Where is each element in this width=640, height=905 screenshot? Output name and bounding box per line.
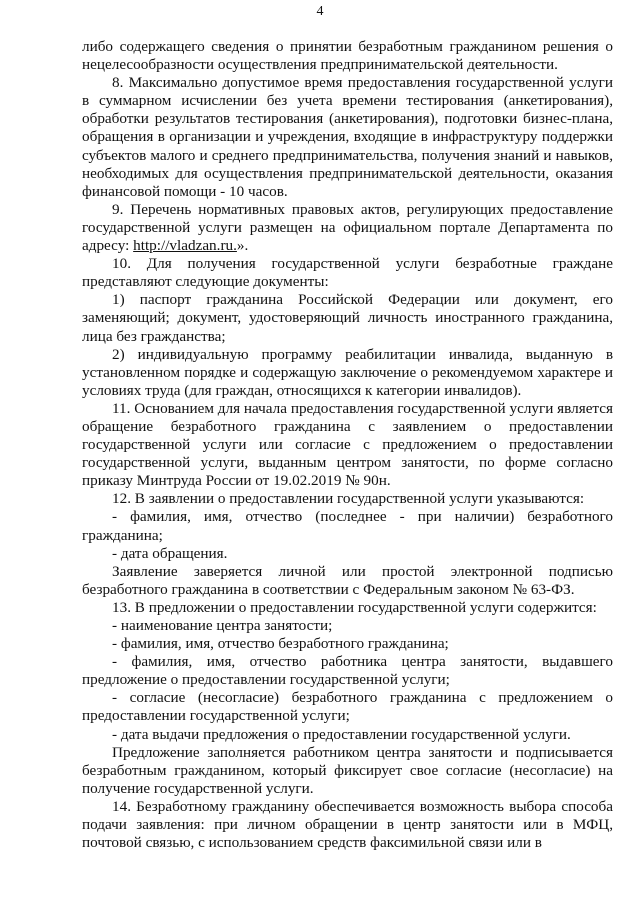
- paragraph-13-item-5: - дата выдачи предложения о предоставлении государственной услуги.: [112, 725, 571, 743]
- paragraph-13-item-2: - фамилия, имя, отчество безработного гражданина;: [112, 635, 449, 653]
- paragraph-13-item-3: - фамилия, имя, отчество работника центра занятости, выдавшего предложение о предоставлении государственной услуги;: [82, 653, 613, 689]
- paragraph-11: 11. Основанием для начала предоставления государственной услуги является обращение безработного гражданина с заявлением о предоставлении государственной услуги или согласие с предложением о предоставлении государственной услуги, выданным центром занятости, по форме согласно приказу Минтруда России от 19.02.2019 № 90н.: [82, 399, 613, 490]
- paragraph-13-item-1: - наименование центра занятости;: [112, 617, 333, 634]
- paragraph-12: 12. В заявлении о предоставлении государственной услуги указываются:: [112, 490, 585, 508]
- paragraph-12-signature: Заявление заверяется личной или простой электронной подписью безработного гражданина в соответствии с Федеральным законом № 63-ФЗ.: [82, 562, 613, 598]
- paragraph-14: 14. Безработному гражданину обеспечивается возможность выбора способа подачи заявления: при личном обращении в центр занятости или в МФЦ, почтовой связью, с использованием средств факсимильной связи или в: [82, 797, 613, 852]
- paragraph-13-item-4: - согласие (несогласие) безработного гражданина с предложением о предоставлении государственной услуги;: [82, 689, 613, 725]
- paragraph-12-item-1: - фамилия, имя, отчество (последнее - при наличии) безработного гражданина;: [82, 508, 613, 544]
- paragraph-13: 13. В предложении о предоставлении государственной услуги содержится:: [112, 598, 597, 616]
- paragraph-13-note: Предложение заполняется работником центра занятости и подписывается безработным гражданином, который фиксирует свое согласие (несогласие) на получение государственной услуги.: [82, 743, 613, 797]
- document-body: [82, 38, 613, 852]
- paragraph-1: либо содержащего сведения о принятии безработным гражданином решения о нецелесообразности осуществления предпринимательской деятельности.: [82, 38, 613, 74]
- paragraph-8: 8. Максимально допустимое время предоставления государственной услуги в суммарном исчислении без учета времени тестирования (анкетирования), обработки результатов тестирования (анкетирования), подготовки бизнес-плана, обращения в организации и учреждения, входящие в инфраструктуру поддержки субъектов малого и среднего предпринимательства, получения знаний и навыков, необходимых для осуществления предпринимательской деятельности, оказания финансовой помощи - 10 часов.: [82, 74, 613, 200]
- paragraph-10-item-1: 1) паспорт гражданина Российской Федерации или документ, его заменяющий; документ, удостоверяющий личность иностранного гражданина, лица без гражданства;: [82, 291, 613, 345]
- page-number: 4: [316, 4, 324, 19]
- paragraph-10-item-2: 2) индивидуальную программу реабилитации инвалида, выданную в установленном порядке и содержащую заключение о рекомендуемом характере и условиях труда (для граждан, относящихся к категории инвалидов).: [82, 345, 613, 399]
- paragraph-9-text: 9. Перечень нормативных правовых актов, регулирующих предоставление государственной услуги размещен на официальном портале Департамента по адресу:: [82, 200, 613, 255]
- paragraph-12-item-2: - дата обращения.: [112, 544, 228, 562]
- portal-link[interactable]: http://vladzan.ru.: [133, 237, 237, 255]
- paragraph-10: 10. Для получения государственной услуги безработные граждане представляют следующие документы:: [82, 255, 613, 291]
- paragraph-9: [82, 201, 613, 255]
- paragraph-9-end: ».: [236, 237, 249, 255]
